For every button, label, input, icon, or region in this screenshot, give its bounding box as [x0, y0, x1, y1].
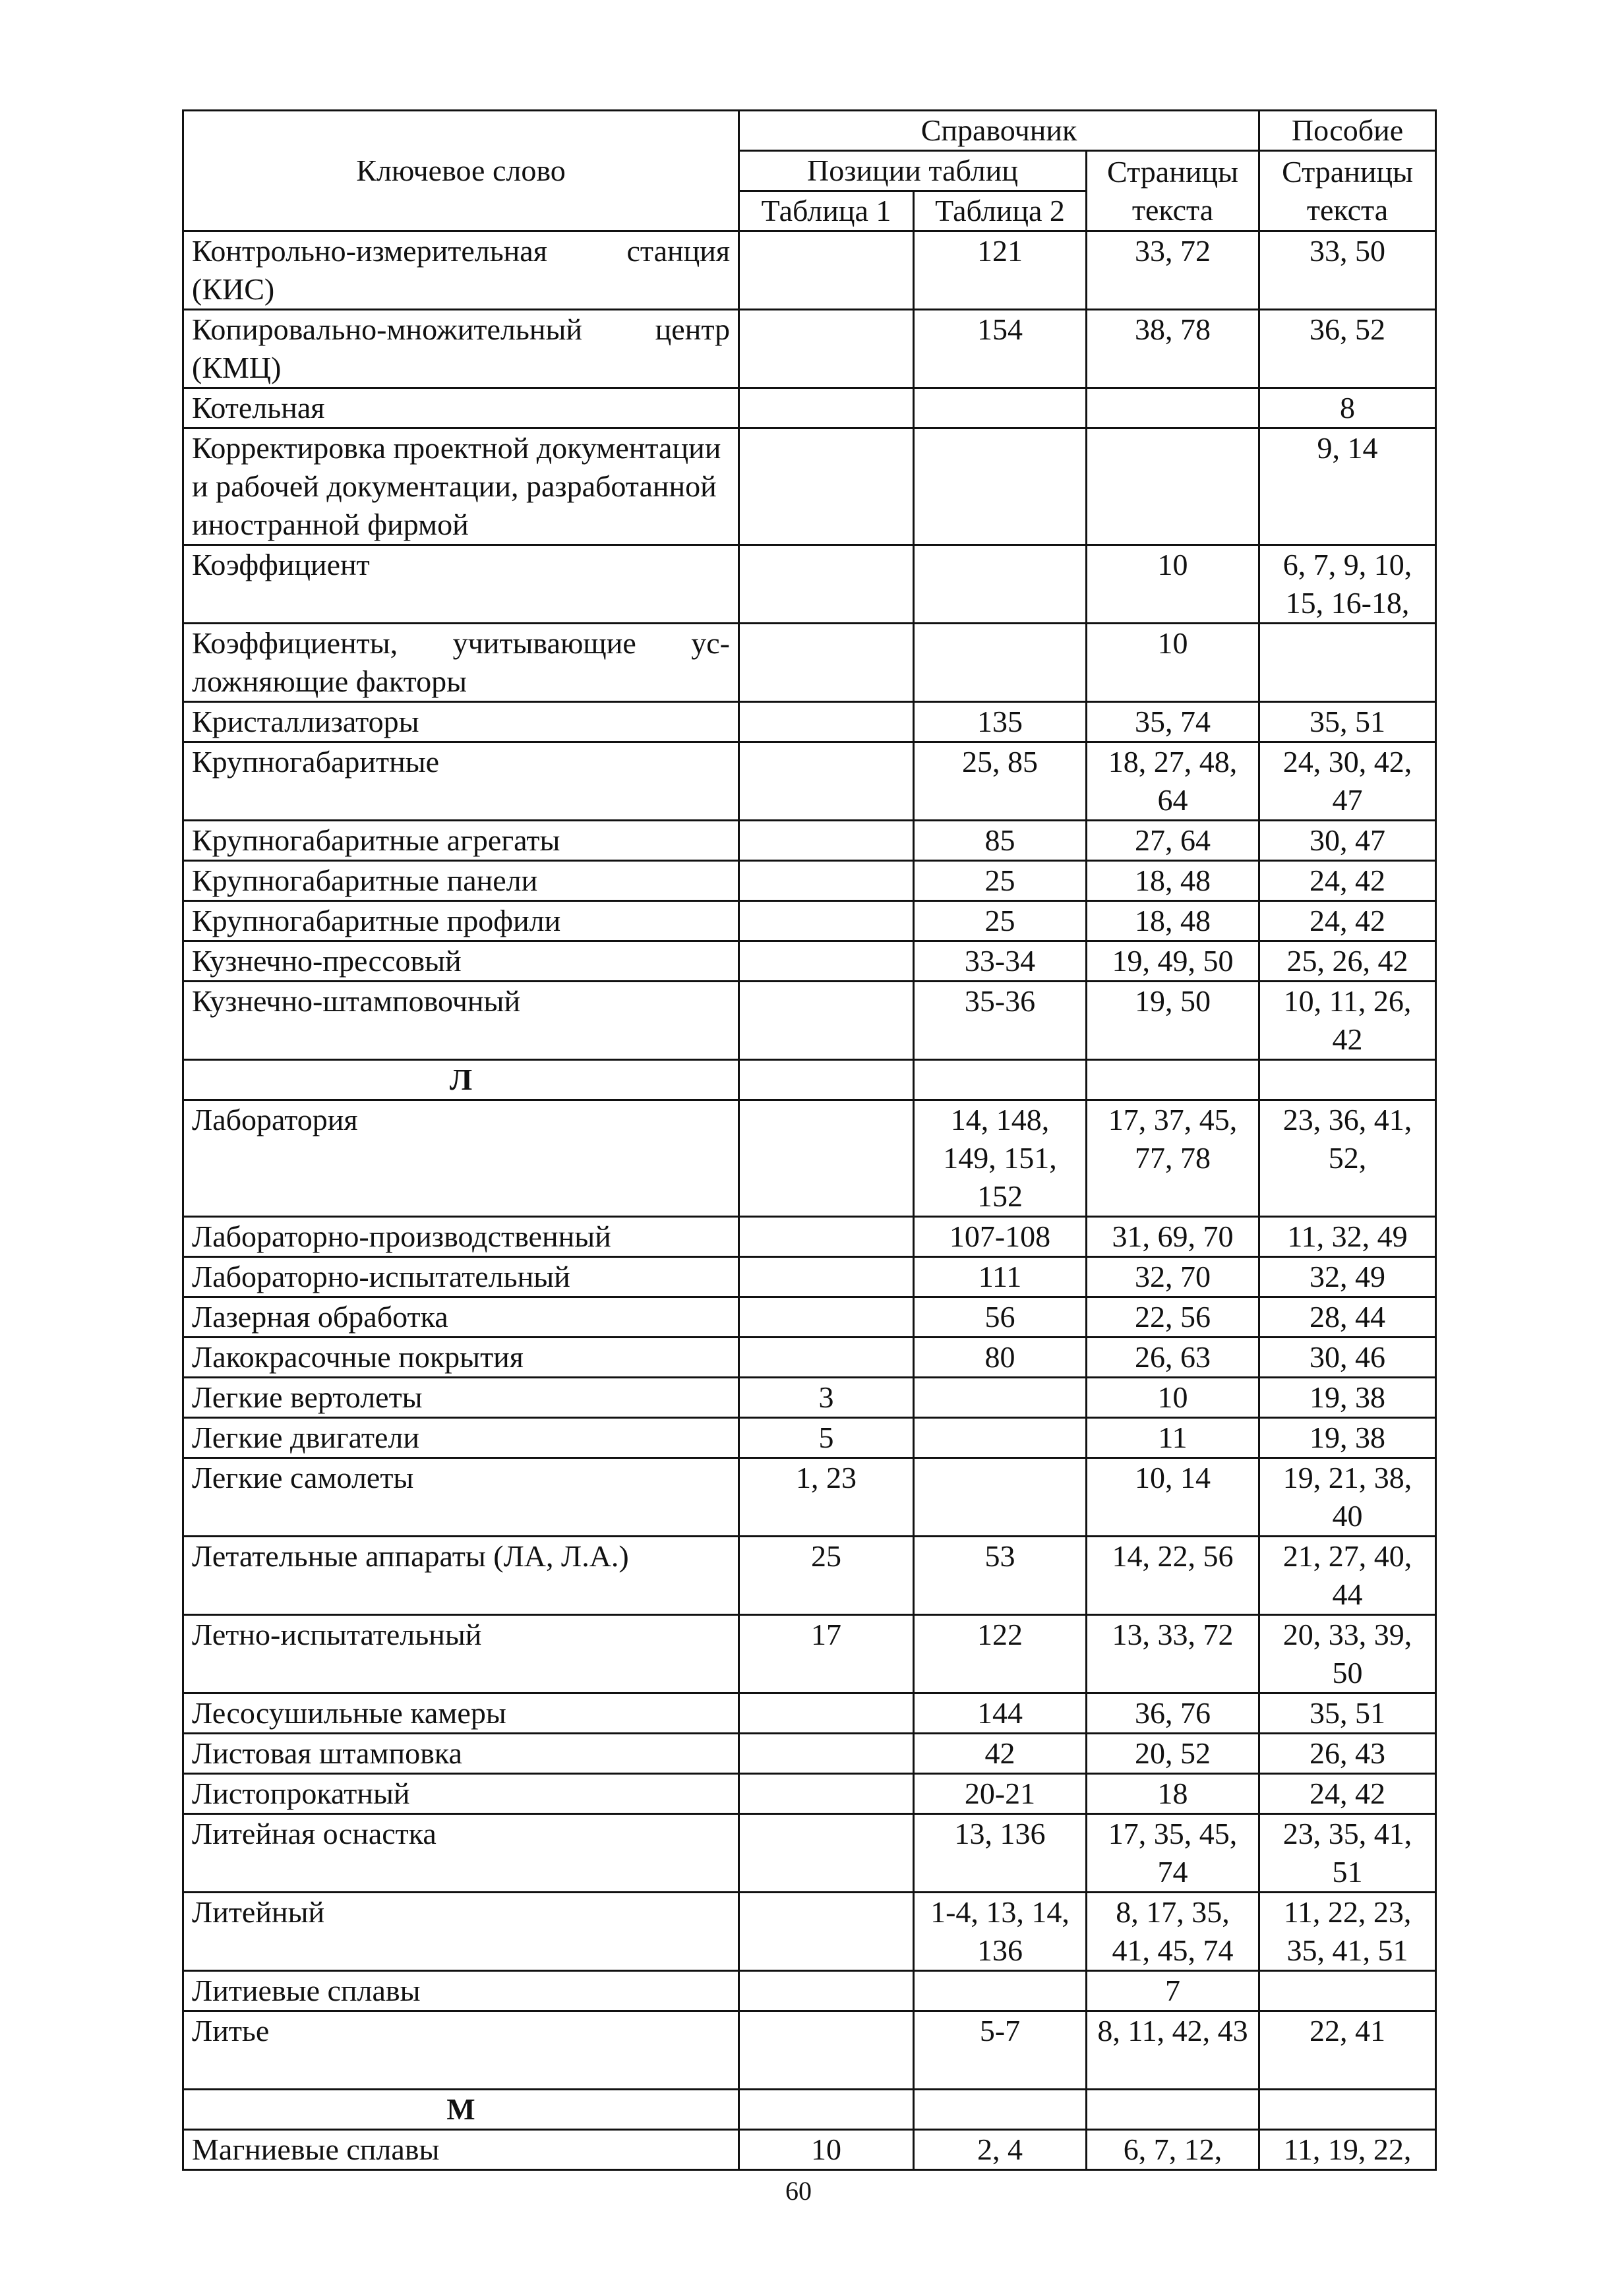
reference-pages-cell: 13, 33, 72: [1087, 1615, 1259, 1693]
table-row: [183, 1893, 1436, 1971]
table2-cell: 80: [914, 1338, 1087, 1378]
table1-cell: [739, 901, 914, 941]
table-row: [183, 1774, 1436, 1814]
table-row: [183, 1734, 1436, 1774]
manual-pages-cell: 35, 51: [1259, 702, 1436, 742]
table1-cell: [739, 1297, 914, 1338]
table1-cell: [739, 1893, 914, 1971]
keyword-cell: Листопрокатный: [183, 1774, 739, 1814]
reference-pages-cell: 19, 50: [1087, 982, 1259, 1060]
table-row: [183, 1338, 1436, 1378]
table-row: [183, 2130, 1436, 2170]
reference-pages-cell: 18, 48: [1087, 861, 1259, 901]
header-reference-pages: [1087, 151, 1259, 231]
reference-pages-cell: 8, 17, 35, 41, 45, 74: [1087, 1893, 1259, 1971]
table1-cell: [739, 1774, 914, 1814]
reference-pages-cell: 36, 76: [1087, 1693, 1259, 1734]
keyword-cell: Лаборатория: [183, 1100, 739, 1217]
manual-pages-cell: 19, 38: [1259, 1418, 1436, 1458]
table-row: [183, 742, 1436, 821]
reference-pages-cell: 6, 7, 12,: [1087, 2130, 1259, 2170]
manual-pages-cell: 36, 52: [1259, 310, 1436, 388]
table1-cell: [739, 1060, 914, 1100]
reference-pages-cell: 10, 14: [1087, 1458, 1259, 1537]
reference-pages-cell: 26, 63: [1087, 1338, 1259, 1378]
table1-cell: [739, 821, 914, 861]
header-table1: Таблица 1: [739, 191, 914, 231]
keyword-cell: Крупногабаритные профили: [183, 901, 739, 941]
table1-cell: 10: [739, 2130, 914, 2170]
reference-pages-cell: 11: [1087, 1418, 1259, 1458]
table1-cell: [739, 1734, 914, 1774]
table2-cell: [914, 1060, 1087, 1100]
table1-cell: [739, 2090, 914, 2130]
keyword-cell: Кристаллизаторы: [183, 702, 739, 742]
manual-pages-cell: 19, 38: [1259, 1378, 1436, 1418]
manual-pages-cell: [1259, 624, 1436, 702]
keyword-cell: Крупногабаритные панели: [183, 861, 739, 901]
table2-cell: 14, 148, 149, 151, 152: [914, 1100, 1087, 1217]
table2-cell: 122: [914, 1615, 1087, 1693]
table1-cell: [739, 388, 914, 428]
table2-cell: 53: [914, 1537, 1087, 1615]
table2-cell: 107-108: [914, 1217, 1087, 1257]
keyword-cell: Литейная оснастка: [183, 1814, 739, 1893]
table-row: [183, 1814, 1436, 1893]
keyword-cell: Летно-испытательный: [183, 1615, 739, 1693]
table2-cell: [914, 2090, 1087, 2130]
manual-pages-cell: [1259, 1971, 1436, 2011]
table-row: [183, 1100, 1436, 1217]
reference-pages-cell: 8, 11, 42, 43: [1087, 2011, 1259, 2090]
table1-cell: 5: [739, 1418, 914, 1458]
table1-cell: [739, 941, 914, 982]
table1-cell: 3: [739, 1378, 914, 1418]
table2-cell: [914, 624, 1087, 702]
table-row: [183, 545, 1436, 624]
header-table-positions: Позиции таблиц: [739, 151, 1087, 191]
reference-pages-cell: 19, 49, 50: [1087, 941, 1259, 982]
manual-pages-cell: 23, 36, 41, 52,: [1259, 1100, 1436, 1217]
table2-cell: 85: [914, 821, 1087, 861]
table-row: [183, 941, 1436, 982]
manual-pages-cell: 33, 50: [1259, 231, 1436, 310]
keyword-cell: Легкие самолеты: [183, 1458, 739, 1537]
table-row: [183, 982, 1436, 1060]
table1-cell: [739, 310, 914, 388]
keyword-cell: Кузнечно-прессовый: [183, 941, 739, 982]
table1-cell: [739, 1693, 914, 1734]
table-row: [183, 428, 1436, 545]
table-row: [183, 861, 1436, 901]
reference-pages-cell: 32, 70: [1087, 1257, 1259, 1297]
manual-pages-cell: 35, 51: [1259, 1693, 1436, 1734]
manual-pages-cell: 24, 42: [1259, 901, 1436, 941]
header-reference-pages-line2: текста: [1131, 192, 1214, 227]
table2-cell: 2, 4: [914, 2130, 1087, 2170]
manual-pages-cell: 21, 27, 40, 44: [1259, 1537, 1436, 1615]
keyword-cell: Кузнечно-штамповочный: [183, 982, 739, 1060]
table2-cell: [914, 1458, 1087, 1537]
keyword-cell: Легкие вертолеты: [183, 1378, 739, 1418]
table2-cell: 20-21: [914, 1774, 1087, 1814]
table-row: [183, 1217, 1436, 1257]
table2-cell: 13, 136: [914, 1814, 1087, 1893]
manual-pages-cell: 30, 46: [1259, 1338, 1436, 1378]
letter-heading-row: [183, 1060, 1436, 1100]
reference-pages-cell: 10: [1087, 624, 1259, 702]
table1-cell: [739, 702, 914, 742]
header-manual-pages-line2: текста: [1306, 192, 1389, 227]
table1-cell: [739, 861, 914, 901]
keyword-index-table: [182, 109, 1437, 2171]
header-manual-pages-line1: Страницы: [1282, 154, 1413, 189]
reference-pages-cell: 33, 72: [1087, 231, 1259, 310]
reference-pages-cell: 35, 74: [1087, 702, 1259, 742]
table2-cell: 25: [914, 861, 1087, 901]
table2-cell: 1-4, 13, 14, 136: [914, 1893, 1087, 1971]
reference-pages-cell: 14, 22, 56: [1087, 1537, 1259, 1615]
manual-pages-cell: 22, 41: [1259, 2011, 1436, 2090]
keyword-cell: Лазерная обработка: [183, 1297, 739, 1338]
table2-cell: 111: [914, 1257, 1087, 1297]
manual-pages-cell: 24, 30, 42, 47: [1259, 742, 1436, 821]
table1-cell: [739, 742, 914, 821]
table2-cell: [914, 1971, 1087, 2011]
table-row: [183, 901, 1436, 941]
table2-cell: [914, 1378, 1087, 1418]
table2-cell: [914, 428, 1087, 545]
manual-pages-cell: 28, 44: [1259, 1297, 1436, 1338]
table-row: [183, 1615, 1436, 1693]
reference-pages-cell: 18, 27, 48, 64: [1087, 742, 1259, 821]
table1-cell: [739, 624, 914, 702]
table-row: [183, 310, 1436, 388]
header-keyword: Ключевое слово: [183, 111, 739, 231]
header-reference-pages-line1: Страницы: [1107, 154, 1238, 189]
reference-pages-cell: 38, 78: [1087, 310, 1259, 388]
table1-cell: [739, 1217, 914, 1257]
manual-pages-cell: 19, 21, 38, 40: [1259, 1458, 1436, 1537]
table2-cell: [914, 545, 1087, 624]
table1-cell: [739, 1814, 914, 1893]
table2-cell: 135: [914, 702, 1087, 742]
table2-cell: 121: [914, 231, 1087, 310]
manual-pages-cell: 24, 42: [1259, 861, 1436, 901]
keyword-cell: Литье: [183, 2011, 739, 2090]
keyword-cell: Контрольно-измерительная станция (КИС): [183, 231, 739, 310]
reference-pages-cell: 17, 35, 45, 74: [1087, 1814, 1259, 1893]
table2-cell: [914, 388, 1087, 428]
table-row: [183, 2011, 1436, 2090]
manual-pages-cell: [1259, 2090, 1436, 2130]
table1-cell: [739, 1100, 914, 1217]
reference-pages-cell: 31, 69, 70: [1087, 1217, 1259, 1257]
keyword-cell: Магниевые сплавы: [183, 2130, 739, 2170]
keyword-cell: Копировально-множительный центр (КМЦ): [183, 310, 739, 388]
manual-pages-cell: 20, 33, 39, 50: [1259, 1615, 1436, 1693]
table2-cell: [914, 1418, 1087, 1458]
keyword-cell: Крупногабаритные: [183, 742, 739, 821]
reference-pages-cell: 18, 48: [1087, 901, 1259, 941]
table1-cell: [739, 2011, 914, 2090]
keyword-cell: Легкие двигатели: [183, 1418, 739, 1458]
keyword-cell: Лесосушильные камеры: [183, 1693, 739, 1734]
reference-pages-cell: 27, 64: [1087, 821, 1259, 861]
table-row: [183, 388, 1436, 428]
manual-pages-cell: 24, 42: [1259, 1774, 1436, 1814]
header-table2: Таблица 2: [914, 191, 1087, 231]
table1-cell: [739, 1257, 914, 1297]
keyword-cell: Летательные аппараты (ЛА, Л.А.): [183, 1537, 739, 1615]
manual-pages-cell: 30, 47: [1259, 821, 1436, 861]
table2-cell: 33-34: [914, 941, 1087, 982]
table-row: [183, 1418, 1436, 1458]
reference-pages-cell: 18: [1087, 1774, 1259, 1814]
reference-pages-cell: [1087, 2090, 1259, 2130]
keyword-cell: Коэффициенты, учитывающие усложняющие факторы: [183, 624, 739, 702]
table2-cell: 25, 85: [914, 742, 1087, 821]
keyword-cell: Листовая штамповка: [183, 1734, 739, 1774]
manual-pages-cell: 6, 7, 9, 10, 15, 16-18,: [1259, 545, 1436, 624]
table1-cell: [739, 231, 914, 310]
keyword-cell: Котельная: [183, 388, 739, 428]
header-manual-pages: [1259, 151, 1436, 231]
header-manual: Пособие: [1259, 111, 1436, 151]
table2-cell: 154: [914, 310, 1087, 388]
manual-pages-cell: [1259, 1060, 1436, 1100]
letter-heading-row: [183, 2090, 1436, 2130]
table1-cell: [739, 1338, 914, 1378]
table1-cell: 17: [739, 1615, 914, 1693]
manual-pages-cell: 26, 43: [1259, 1734, 1436, 1774]
table-row: [183, 1378, 1436, 1418]
keyword-cell: Лабораторно-испытательный: [183, 1257, 739, 1297]
manual-pages-cell: 11, 19, 22,: [1259, 2130, 1436, 2170]
table2-cell: 5-7: [914, 2011, 1087, 2090]
reference-pages-cell: 17, 37, 45, 77, 78: [1087, 1100, 1259, 1217]
table-row: [183, 1971, 1436, 2011]
reference-pages-cell: [1087, 1060, 1259, 1100]
reference-pages-cell: 10: [1087, 545, 1259, 624]
table-row: [183, 702, 1436, 742]
manual-pages-cell: 23, 35, 41, 51: [1259, 1814, 1436, 1893]
keyword-cell: Лабораторно-производственный: [183, 1217, 739, 1257]
table-row: [183, 624, 1436, 702]
header-reference: Справочник: [739, 111, 1259, 151]
manual-pages-cell: 11, 22, 23, 35, 41, 51: [1259, 1893, 1436, 1971]
keyword-cell: М: [183, 2090, 739, 2130]
table-row: [183, 231, 1436, 310]
index-body: [183, 231, 1436, 2170]
reference-pages-cell: 20, 52: [1087, 1734, 1259, 1774]
table1-cell: 1, 23: [739, 1458, 914, 1537]
table-row: [183, 1537, 1436, 1615]
reference-pages-cell: 22, 56: [1087, 1297, 1259, 1338]
manual-pages-cell: 32, 49: [1259, 1257, 1436, 1297]
header-row-1: [183, 111, 1436, 151]
keyword-cell: Лакокрасочные покрытия: [183, 1338, 739, 1378]
manual-pages-cell: 25, 26, 42: [1259, 941, 1436, 982]
manual-pages-cell: 8: [1259, 388, 1436, 428]
manual-pages-cell: 11, 32, 49: [1259, 1217, 1436, 1257]
keyword-cell: Коэффициент: [183, 545, 739, 624]
table-row: [183, 1458, 1436, 1537]
table2-cell: 56: [914, 1297, 1087, 1338]
keyword-cell: Корректировка проектной документации и рабочей документации, разработанной иностранной фирмой: [183, 428, 739, 545]
keyword-cell: Крупногабаритные агрегаты: [183, 821, 739, 861]
table2-cell: 42: [914, 1734, 1087, 1774]
manual-pages-cell: 9, 14: [1259, 428, 1436, 545]
manual-pages-cell: 10, 11, 26, 42: [1259, 982, 1436, 1060]
table1-cell: [739, 428, 914, 545]
keyword-cell: Литейный: [183, 1893, 739, 1971]
table2-cell: 25: [914, 901, 1087, 941]
table-row: [183, 1693, 1436, 1734]
reference-pages-cell: 7: [1087, 1971, 1259, 2011]
reference-pages-cell: 10: [1087, 1378, 1259, 1418]
table1-cell: [739, 545, 914, 624]
table-row: [183, 1297, 1436, 1338]
table2-cell: 35-36: [914, 982, 1087, 1060]
table2-cell: 144: [914, 1693, 1087, 1734]
table-row: [183, 821, 1436, 861]
reference-pages-cell: [1087, 388, 1259, 428]
table1-cell: 25: [739, 1537, 914, 1615]
page-number: 60: [785, 2176, 812, 2206]
table-row: [183, 1257, 1436, 1297]
table1-cell: [739, 982, 914, 1060]
keyword-cell: Л: [183, 1060, 739, 1100]
reference-pages-cell: [1087, 428, 1259, 545]
table1-cell: [739, 1971, 914, 2011]
keyword-cell: Литиевые сплавы: [183, 1971, 739, 2011]
